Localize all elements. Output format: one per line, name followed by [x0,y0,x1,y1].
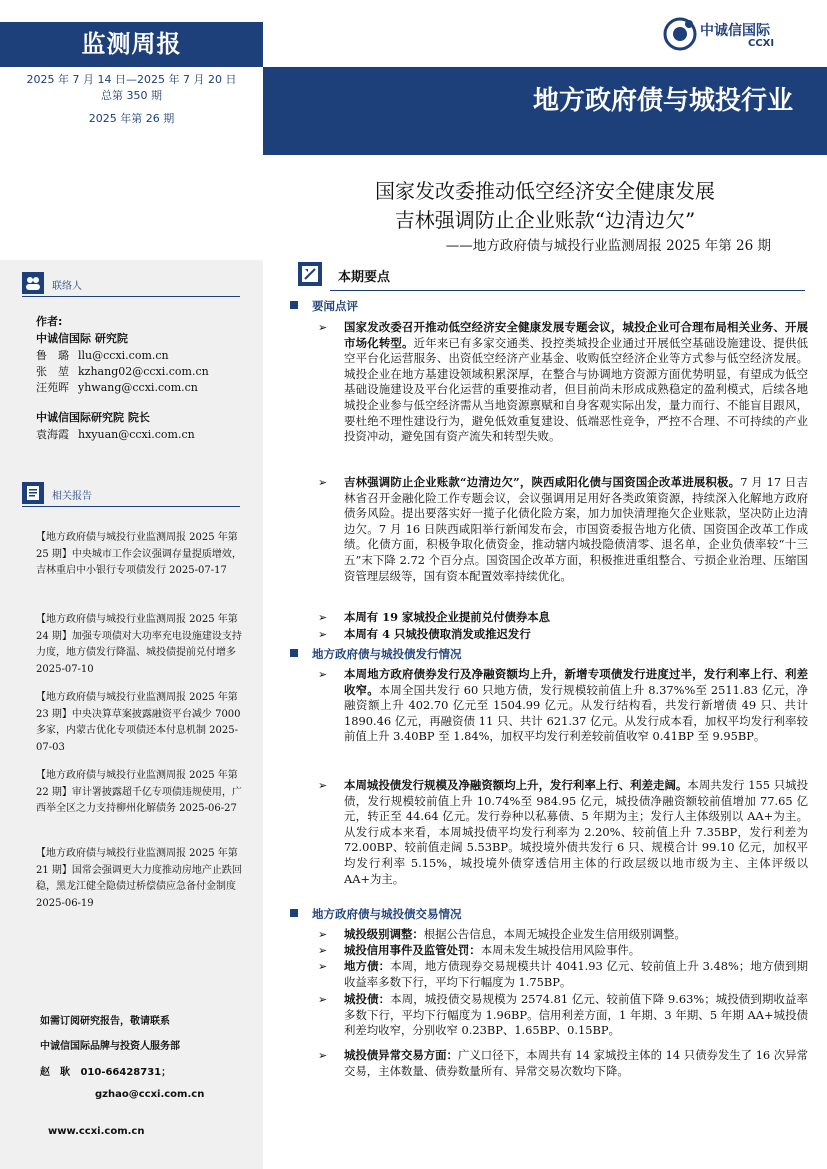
section-title [290,906,462,922]
news-item-lead: 城投信用事件及监管处罚： [344,943,481,957]
news-item [318,927,808,943]
report-type-title: 监测周报 [81,30,182,58]
news-item [318,943,808,959]
key-points-title: 本期要点 [338,270,391,285]
news-item-lead: 本周有 4 只城投债取消发或推迟发行 [344,627,531,641]
subscribe-note: 如需订阅研究报告，敬请联系 [40,1016,170,1027]
president-row [36,426,195,442]
contact-phone: 010-66428731； [80,1067,172,1078]
news-item [318,1048,808,1079]
section-title [290,646,462,662]
related-report-item[interactable]: 【地方政府债与城投行业监测周报 2025 年第 25 期】中央城市工作会议强调存量提质增效，吉林重启中小银行专项债发行 2025-07-17 [36,532,242,576]
author-name: 鲁 璐 [36,349,69,362]
arrow-bullet-icon: ➢ [318,993,328,1006]
news-item-lead: 城投级别调整： [344,927,424,941]
sidebar-divider [22,296,240,297]
president-name: 袁海霞 [36,428,69,441]
section-title-text: 地方政府债与城投债交易情况 [312,907,462,921]
author-email[interactable]: kzhang02@ccxi.com.cn [78,365,209,378]
news-item-lead: 本周城投债发行规模及净融资额均上升，发行利率上行、利差走阔。 [344,778,688,792]
author-name: 汪苑晖 [36,381,69,394]
service-dept: 中诚信国际品牌与投资人服务部 [40,1041,180,1052]
arrow-bullet-icon: ➢ [318,476,328,489]
news-item-body: 根据公告信息，本周无城投企业发生信用级别调整。 [423,927,686,941]
date-range: 2025 年 7 月 14 日—2025 年 7 月 20 日 [26,73,237,86]
headline-line-2: 吉林强调防止企业账款“边清边欠” [394,208,696,232]
arrow-bullet-icon: ➢ [318,668,328,681]
news-item-body: 本周，城投债交易规模为 2574.81 亿元、较前值下降 9.63%；城投债到期收益率多数下行，平均下行幅度为 1.96BP。信用利差方面，1 年期、3 年期、5 年期 AA+城投债利差均收窄，分别收窄 0.23BP、1.65BP、0.15BP。 [344,992,808,1038]
reports-icon [22,482,44,504]
news-item [318,610,808,626]
website[interactable]: www.ccxi.com.cn [48,1126,145,1137]
issue-total: 总第 350 期 [101,89,162,102]
contact-email[interactable]: gzhao@ccxi.com.cn [95,1089,205,1100]
headline-subtitle: ——地方政府债与城投行业监测周报 2025 年第 26 期 [445,238,771,254]
news-item [318,627,808,643]
news-item-lead: 吉林强调防止企业账款“边清边欠”，陕西咸阳化债与国资国企改革进展积极。 [344,475,741,489]
related-reports-label: 相关报告 [52,491,92,502]
contacts-header [22,272,240,296]
related-report-item[interactable]: 【地方政府债与城投行业监测周报 2025 年第 23 期】中央决算草案披露融资平台减少 7000 多家，内蒙古优化专项债还本付息机制 2025-07-03 [36,692,241,753]
news-item-body: 7 月 17 日吉林省召开金融化险工作专题会议，会议强调用足用好各类政策资源，持续深入化解地方政府债务风险。提出要落实好一揽子化债化险方案，加力加快清理拖欠企业账款，坚决防止边清边欠。7 月 16 日陕西咸阳举行新闻发布会，市国资委报告地方化债、国资国企改革工作成绩。化债方面，积极争取化债资金，推动辖内城投隐债清零、退名单，企业负债率较“十三五”末下降 2.72 个百分点。国资国企改革方面，积极推进重组整合、亏损企业治理、压缩国资管理层级等，国有资本配置效率持续优化。 [344,475,808,583]
news-item-lead: 城投债： [344,992,391,1006]
arrow-bullet-icon: ➢ [318,928,328,941]
arrow-bullet-icon: ➢ [318,321,328,334]
news-item-lead: 本周地方政府债券发行及净融资额均上升，新增专项债发行进度过半，发行利率上行、利差收窄。 [344,667,808,697]
headline-line-1: 国家发改委推动低空经济安全健康发展 [375,179,715,203]
sidebar-divider [22,506,240,507]
author-row [36,363,209,379]
author-email[interactable]: yhwang@ccxi.com.cn [78,381,198,394]
news-item [318,992,808,1039]
president-email[interactable]: hxyuan@ccxi.com.cn [78,428,195,441]
news-item-body: 广义口径下，本周共有 14 家城投主体的 14 只债券发生了 16 次异常交易，主体数量、债券数量所有、异常交易次数均下降。 [344,1048,808,1078]
news-item [318,475,808,584]
section-title [290,298,358,314]
institute-name: 中诚信国际 研究院 [36,332,128,345]
news-item-body: 本周共发行 155 只城投债，发行规模较前值上升 10.74%至 984.95 亿元，城投债净融资额较前值增加 77.65 亿元，转正至 44.64 亿元。发行券种以私募债、5 年期为主；发行人主体级别以 AA+为主。从发行成本来看，本周城投债平均发行利率为 2.20%、较前值上升 7.35BP，发行利差为 72.00BP、较前值走阔 5.53BP。城投境外债共发行 6 只、规模合计 99.10 亿元，加权平均发行利率 5.15%，城投境外债穿透信用主体的行政层级以地市级为主、主体评级以 AA+为主。 [344,778,808,886]
contact-name: 赵 耿 [40,1067,70,1078]
president-label: 中诚信国际研究院 院长 [36,411,150,424]
authors-label: 作者: [36,315,63,328]
arrow-bullet-icon: ➢ [318,779,328,792]
news-item-body: 本周未发生城投信用风险事件。 [480,943,641,957]
news-item [318,959,808,990]
author-name: 张 堃 [36,365,69,378]
logo-sub: CCXI [748,38,775,49]
section-bullet [290,909,298,917]
related-report-item[interactable]: 【地方政府债与城投行业监测周报 2025 年第 24 期】加强专项债对大功率充电设施建设支持力度，地方债发行降温、城投债提前兑付增多 2025-07-10 [36,614,242,675]
related-reports-header [22,482,240,506]
news-item-lead: 地方债： [344,959,391,973]
news-item-lead: 本周有 19 家城投企业提前兑付债券本息 [344,610,551,624]
news-item-body: 本周全国共发行 60 只地方债，发行规模较前值上升 8.37%%至 2511.83 亿元，净融资额上升 402.70 亿元至 1504.99 亿元。从发行结构看，共发行新增债 49 只、共计 1890.46 亿元，再融资债 11 只、共计 621.37 亿元。从发行成本看，加权平均发行利率较前值上升 3.40BP 至 1.84%，加权平均发行利差较前值收窄 0.41BP 至 9.95BP。 [344,682,808,744]
arrow-bullet-icon: ➢ [318,628,328,641]
author-row [36,347,169,363]
news-item [318,667,808,745]
news-item [318,320,808,445]
news-item-body: 近年来已有多家交通类、投控类城投企业通过开展低空基础设施建设、提供低空平台化运营服务、出资低空经济产业基金、收购低空经济企业等方式参与低空经济发展。城投企业在地方基建设领域积累深厚，在整合与协调地方资源方面优势明显，有望成为低空基础设施建设及平台化运营的重要推动者，但目前尚未形成成熟稳定的盈利模式，后续各地城投企业参与低空经济需从当地资源禀赋和自身客观实际出发，量力而行、不能盲目跟风，要杜绝不理性建设行为，避免低效重复建设、低端恶性竞争，严控不合理、不可持续的产业投资冲动，避免国有资产流失和转型失败。 [344,335,808,444]
author-email[interactable]: llu@ccxi.com.cn [78,349,169,362]
key-points-divider [330,290,805,291]
logo-text: 中诚信国际 [700,23,770,39]
author-row [36,379,198,395]
arrow-bullet-icon: ➢ [318,960,328,973]
news-item-body: 本周，地方债现券交易规模共计 4041.93 亿元、较前值上升 3.48%；地方债到期收益率多数下行，平均下行幅度为 1.75BP。 [344,959,808,989]
ccxi-logo-icon [660,14,700,54]
arrow-bullet-icon: ➢ [318,1049,328,1062]
section-title-text: 要闻点评 [312,299,358,313]
contacts-label: 联络人 [52,281,82,292]
section-bullet [290,301,298,309]
news-item [318,778,808,887]
contacts-icon [22,272,44,294]
industry-title: 地方政府债与城投行业 [532,86,793,116]
arrow-bullet-icon: ➢ [318,611,328,624]
news-item-lead: 城投债异常交易方面： [344,1048,458,1062]
arrow-bullet-icon: ➢ [318,944,328,957]
section-bullet [290,649,298,657]
news-item-lead: 国家发改委召开推动低空经济安全健康发展专题会议，城投企业可合理布局相关业务、开展市场化转型。 [344,320,808,350]
related-report-item[interactable]: 【地方政府债与城投行业监测周报 2025 年第 22 期】审计署披露超千亿专项债违规使用，广西举全区之力支持柳州化解债务 2025-06-27 [36,770,242,814]
section-title-text: 地方政府债与城投债发行情况 [312,647,462,661]
issue-year: 2025 年第 26 期 [88,112,175,125]
key-points-icon [298,262,322,286]
related-report-item[interactable]: 【地方政府债与城投行业监测周报 2025 年第 21 期】国常会强调更大力度推动房地产止跌回稳，黑龙江健全隐债过桥偿债应急备付金制度 2025-06-19 [36,848,242,909]
contact-row [40,1063,171,1078]
